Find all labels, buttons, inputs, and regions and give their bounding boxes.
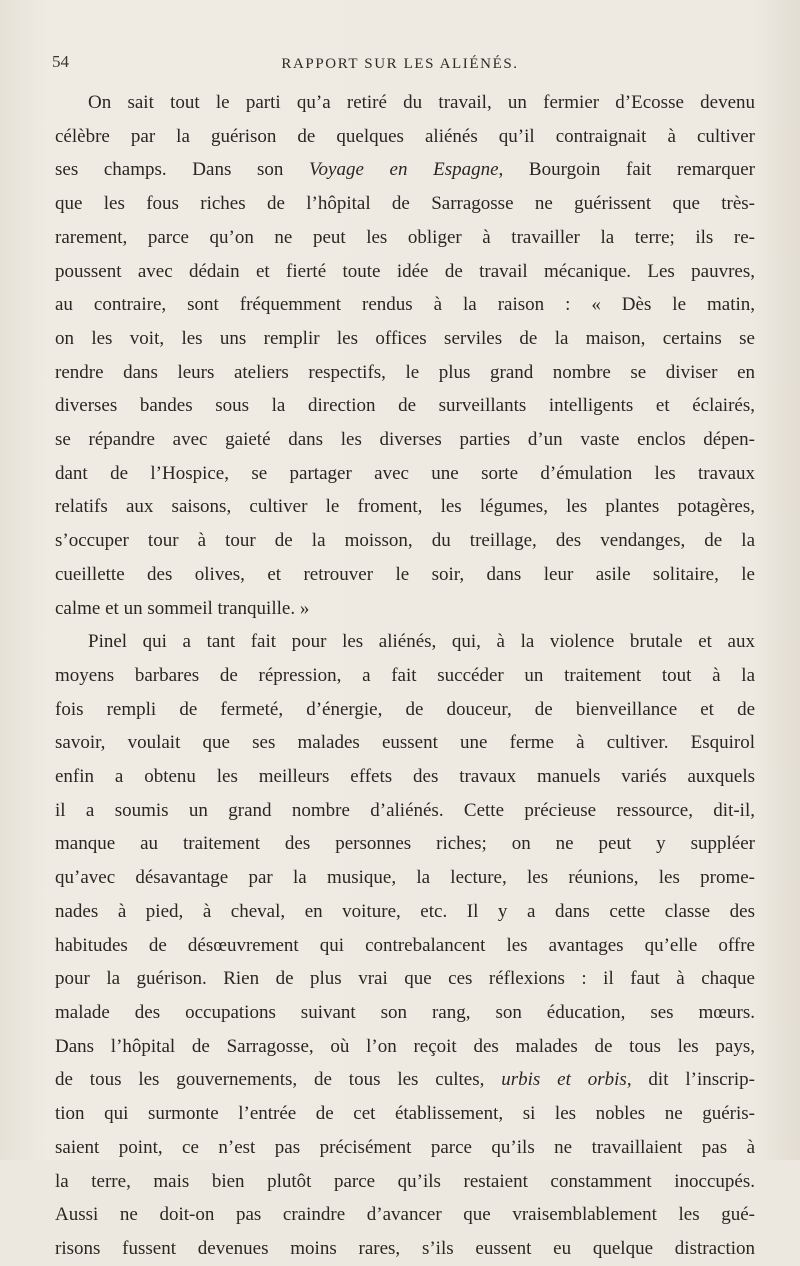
text-line: moyens barbares de répression, a fait succéder un traitement tout à la: [55, 664, 755, 686]
page-number: 54: [52, 52, 69, 71]
text-line: rendre dans leurs ateliers respectifs, le plus grand nombre se diviser en: [55, 361, 755, 383]
text-line: tion qui surmonte l’entrée de cet établissement, si les nobles ne guéris-: [55, 1103, 755, 1125]
running-head: RAPPORT SUR LES ALIÉNÉS.: [281, 56, 519, 72]
text-line: dant de l’Hospice, se partager avec une sorte d’émulation les travaux: [55, 462, 755, 484]
text-line: Pinel qui a tant fait pour les aliénés, qui, à la violence brutale et aux: [88, 631, 755, 653]
text-line: il a soumis un grand nombre d’aliénés. Cette précieuse ressource, dit-il,: [55, 799, 755, 821]
text-line: on les voit, les uns remplir les offices serviles de la maison, certains se: [55, 327, 755, 349]
text-segment: , dit l’inscrip-: [626, 1069, 755, 1091]
text-line: la terre, mais bien plutôt parce qu’ils restaient constamment inoccupés.: [55, 1170, 755, 1192]
text-line: savoir, voulait que ses malades eussent une ferme à cultiver. Esquirol: [55, 732, 755, 754]
text-line: [55, 1063, 755, 1097]
text-line: célèbre par la guérison de quelques aliénés qu’il contraignait à cultiver: [55, 125, 755, 147]
text-line: Dans l’hôpital de Sarragosse, où l’on reçoit des malades de tous les pays,: [55, 1035, 755, 1057]
text-line: s’occuper tour à tour de la moisson, du treillage, des vendanges, de la: [55, 530, 755, 552]
text-line: malade des occupations suivant son rang, son éducation, ses mœurs.: [55, 1001, 755, 1023]
text-line: que les fous riches de l’hôpital de Sarragosse ne guérissent que très-: [55, 193, 755, 215]
text-line: calme et un sommeil tranquille. »: [55, 597, 310, 619]
body-text: [55, 86, 755, 1266]
italic-title: urbis et orbis: [501, 1069, 627, 1091]
italic-title: Voyage en Espagne: [309, 159, 499, 181]
text-segment: , Bourgoin fait remarquer: [498, 159, 756, 181]
text-line: habitudes de désœuvrement qui contrebalancent les avantages qu’elle offre: [55, 934, 755, 956]
text-line: fois rempli de fermeté, d’énergie, de douceur, de bienveillance et de: [55, 698, 755, 720]
text-line: qu’avec désavantage par la musique, la lecture, les réunions, les prome-: [55, 867, 755, 889]
text-line: pour la guérison. Rien de plus vrai que ces réflexions : il faut à chaque: [55, 968, 755, 990]
text-segment: de tous les gouvernements, de tous les cultes,: [55, 1069, 502, 1091]
text-line: au contraire, sont fréquemment rendus à la raison : « Dès le matin,: [55, 294, 755, 316]
text-line: manque au traitement des personnes riches; on ne peut y suppléer: [55, 833, 755, 855]
text-line: Aussi ne doit-on pas craindre d’avancer que vraisemblablement les gué-: [55, 1204, 755, 1226]
text-line: diverses bandes sous la direction de surveillants intelligents et éclairés,: [55, 395, 755, 417]
text-line: [55, 153, 755, 187]
text-line: On sait tout le parti qu’a retiré du travail, un fermier d’Ecosse devenu: [88, 92, 755, 113]
text-line: poussent avec dédain et fierté toute idée de travail mécanique. Les pauvres,: [55, 260, 755, 282]
text-line: saient point, ce n’est pas précisément parce qu’ils ne travaillaient pas à: [55, 1136, 755, 1158]
text-line: cueillette des olives, et retrouver le soir, dans leur asile solitaire, le: [55, 563, 755, 585]
text-segment: ses champs. Dans son: [55, 159, 310, 181]
text-line: nades à pied, à cheval, en voiture, etc. Il y a dans cette classe des: [55, 900, 755, 922]
text-line: relatifs aux saisons, cultiver le froment, les légumes, les plantes potagères,: [55, 496, 755, 518]
text-line: rarement, parce qu’on ne peut les obliger à travailler la terre; ils re-: [55, 226, 755, 248]
text-line: risons fussent devenues moins rares, s’ils eussent eu quelque distraction: [55, 1237, 755, 1259]
text-line: enfin a obtenu les meilleurs effets des travaux manuels variés auxquels: [55, 766, 755, 788]
text-line: se répandre avec gaieté dans les diverses parties d’un vaste enclos dépen-: [55, 429, 755, 451]
